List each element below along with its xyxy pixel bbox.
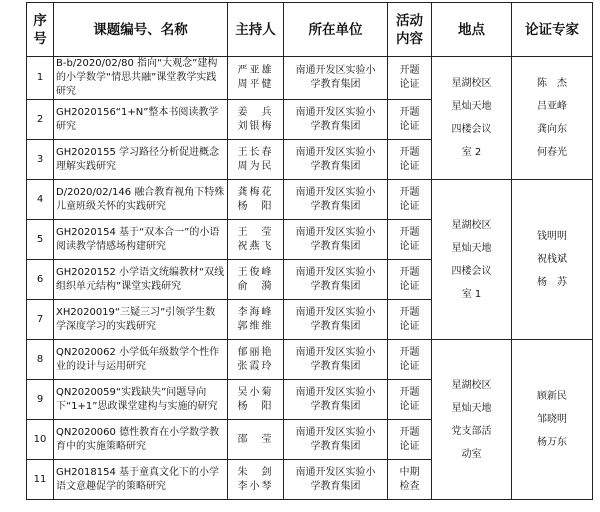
- row-hosts: 朱 剑 李小琴: [228, 460, 284, 500]
- row-topic: GH2018154 基于童真文化下的小学语文意趣促学的策略研究: [54, 460, 228, 500]
- row-hosts: 龚梅花 杨 阳: [228, 180, 284, 220]
- header-activity: 活动 内容: [388, 3, 432, 57]
- group-experts: 陈 杰 吕亚峰 龚向东 何春光: [512, 57, 593, 180]
- row-unit: 南通开发区实验小 学教育集团: [284, 180, 388, 220]
- row-topic: GH2020154 基于“双本合一”的小语阅读教学情感场构建研究: [54, 220, 228, 260]
- header-row: [27, 3, 593, 57]
- row-unit: 南通开发区实验小 学教育集团: [284, 100, 388, 140]
- row-activity: 开题 论证: [388, 380, 432, 420]
- row-hosts: 邵 莹: [228, 420, 284, 460]
- table-row: [27, 57, 593, 100]
- row-topic: GH2020155 学习路径分析促进概念理解实践研究: [54, 140, 228, 180]
- header-unit: 所在单位: [284, 3, 388, 57]
- row-unit: 南通开发区实验小 学教育集团: [284, 300, 388, 340]
- header-num: 序 号: [27, 3, 54, 57]
- row-topic: QN2020060 德性教育在小学数学教育中的实施策略研究: [54, 420, 228, 460]
- row-activity: 开题 论证: [388, 140, 432, 180]
- row-activity: 开题 论证: [388, 340, 432, 380]
- schedule-table: [26, 2, 593, 500]
- header-host: 主持人: [228, 3, 284, 57]
- row-number: 11: [27, 460, 54, 500]
- row-activity: 开题 论证: [388, 420, 432, 460]
- group-experts: 钱明明 祝栈斌 杨 苏: [512, 180, 593, 340]
- group-experts: 顾新民 邹晓明 杨万东: [512, 340, 593, 500]
- header-topic: 课题编号、名称: [54, 3, 228, 57]
- row-hosts: 王俊峰 俞 漪: [228, 260, 284, 300]
- row-number: 1: [27, 57, 54, 100]
- row-topic: D/2020/02/146 融合教育视角下特殊儿童班级关怀的实践研究: [54, 180, 228, 220]
- row-hosts: 严亚雄 周平健: [228, 57, 284, 100]
- row-number: 9: [27, 380, 54, 420]
- row-topic: B-b/2020/02/80 指向“大观念”建构的小学数学“情思共融”课堂教学实践研究: [54, 57, 228, 100]
- row-number: 10: [27, 420, 54, 460]
- header-experts: 论证专家: [512, 3, 593, 57]
- row-unit: 南通开发区实验小 学教育集团: [284, 57, 388, 100]
- row-topic: XH2020019“三疑三习”引领学生数学深度学习的实践研究: [54, 300, 228, 340]
- row-unit: 南通开发区实验小 学教育集团: [284, 260, 388, 300]
- row-unit: 南通开发区实验小 学教育集团: [284, 460, 388, 500]
- row-hosts: 王 莹 祝燕飞: [228, 220, 284, 260]
- group-location: 星湖校区 星灿天地 四楼会议 室 2: [432, 57, 512, 180]
- row-unit: 南通开发区实验小 学教育集团: [284, 220, 388, 260]
- group-location: 星湖校区 星灿天地 四楼会议 室 1: [432, 180, 512, 340]
- header-location: 地点: [432, 3, 512, 57]
- row-hosts: 吴小菊 杨 阳: [228, 380, 284, 420]
- row-unit: 南通开发区实验小 学教育集团: [284, 340, 388, 380]
- row-activity: 开题 论证: [388, 180, 432, 220]
- row-number: 5: [27, 220, 54, 260]
- row-activity: 开题 论证: [388, 220, 432, 260]
- row-topic: GH2020152 小学语文统编教材“双线组织单元结构”课堂实践研究: [54, 260, 228, 300]
- row-number: 4: [27, 180, 54, 220]
- row-number: 3: [27, 140, 54, 180]
- row-activity: 开题 论证: [388, 100, 432, 140]
- table-row: [27, 180, 593, 220]
- row-hosts: 王长春 周为民: [228, 140, 284, 180]
- table-row: [27, 340, 593, 380]
- row-number: 7: [27, 300, 54, 340]
- row-activity: 开题 论证: [388, 300, 432, 340]
- row-hosts: 姜 兵 刘银梅: [228, 100, 284, 140]
- row-number: 2: [27, 100, 54, 140]
- row-unit: 南通开发区实验小 学教育集团: [284, 420, 388, 460]
- row-activity: 开题 论证: [388, 57, 432, 100]
- row-topic: QN2020062 小学低年级数学个性作业的设计与运用研究: [54, 340, 228, 380]
- row-topic: QN2020059“实践缺失”问题导向下“1+1”思政课堂建构与实施的研究: [54, 380, 228, 420]
- group-location: 星湖校区 星灿天地 党支部活 动室: [432, 340, 512, 500]
- row-number: 8: [27, 340, 54, 380]
- row-activity: 开题 论证: [388, 260, 432, 300]
- row-number: 6: [27, 260, 54, 300]
- row-unit: 南通开发区实验小 学教育集团: [284, 140, 388, 180]
- row-topic: GH2020156“1+N”整本书阅读教学研究: [54, 100, 228, 140]
- row-activity: 中期 检查: [388, 460, 432, 500]
- row-hosts: 郁丽艳 张霞玲: [228, 340, 284, 380]
- row-hosts: 李海峰 郭维维: [228, 300, 284, 340]
- row-unit: 南通开发区实验小 学教育集团: [284, 380, 388, 420]
